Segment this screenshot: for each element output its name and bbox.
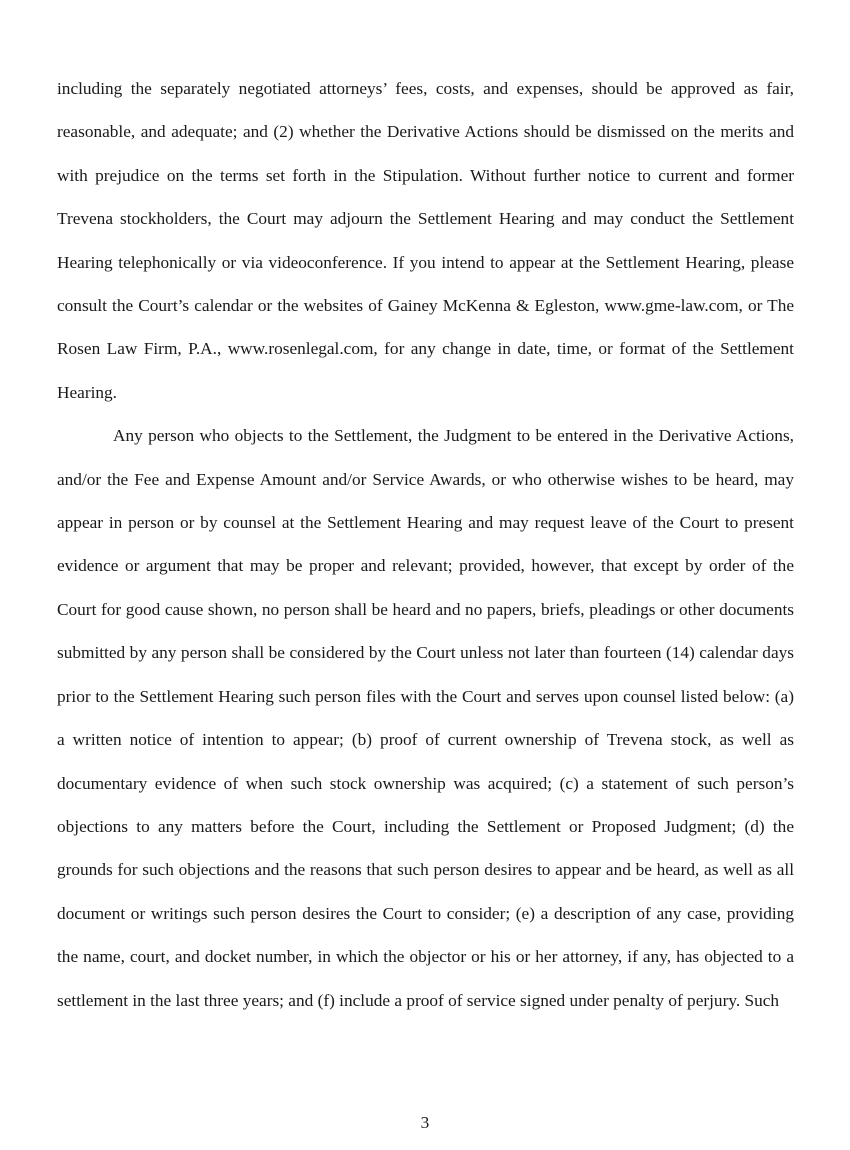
paragraph-objections: Any person who objects to the Settlement, the Judgment to be entered in the Derivative Actions, and/or the Fee and Expense Amount and/or Service Awards, or who otherwise wishes to be heard, may appear in person or by counsel at the Settlement Hearing and may request leave of the Court to present evidence or argument that may be proper and relevant; provided, however, that except by order of the Court for good cause shown, no person shall be heard and no papers, briefs, pleadings or other documents submitted by any person shall be considered by the Court unless not later than fourteen (14) calendar days prior to the Settlement Hearing such person files with the Court and serves upon counsel listed below: (a) a written notice of intention to appear; (b) proof of current ownership of Trevena stock, as well as documentary evidence of when such stock ownership was acquired; (c) a statement of such person’s objections to any matters before the Court, including the Settlement or Proposed Judgment; (d) the grounds for such objections and the reasons that such person desires to appear and be heard, as well as all document or writings such person desires the Court to consider; (e) a description of any case, providing the name, court, and docket number, in which the objector or his or her attorney, if any, has objected to a settlement in the last three years; and (f) include a proof of service signed under penalty of perjury. Such: [57, 426, 794, 1010]
paragraph-settlement-hearing-continuation: including the separately negotiated attorneys’ fees, costs, and expenses, should be approved as fair, reasonable, and adequate; and (2) whether the Derivative Actions should be dismissed on the merits and with prejudice on the terms set forth in the Stipulation. Without further notice to current and former Trevena stockholders, the Court may adjourn the Settlement Hearing and may conduct the Settlement Hearing telephonically or via videoconference. If you intend to appear at the Settlement Hearing, please consult the Court’s calendar or the websites of Gainey McKenna & Egleston, www.gme-law.com, or The Rosen Law Firm, P.A., www.rosenlegal.com, for any change in date, time, or format of the Settlement Hearing.: [57, 79, 794, 402]
document-page: [57, 67, 794, 1022]
page-number: 3: [420, 1113, 430, 1132]
